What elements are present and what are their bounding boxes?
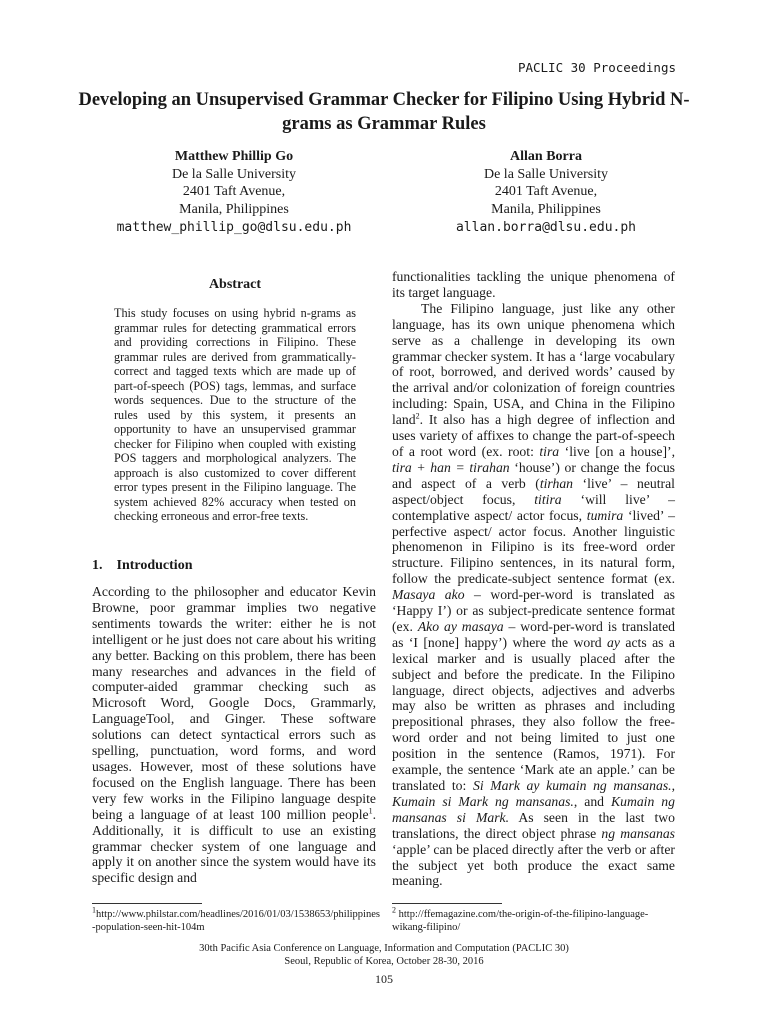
- filipino-term: Masaya ako: [392, 587, 465, 603]
- intro-text: According to the philosopher and educator Kevin Browne, poor grammar implies two negative sentiments towards the writer: either he is not intelligent or he just does not care about his writing any better. Backing on this problem, there has been many researches and advances in the field of computer-aided grammar checking such as Microsoft Word, Google Docs, Grammarly, LanguageTool, and Ginger. These software solutions can detect syntactical errors such as spelling, punctuation, word forms, and word usages. However, most of these solutions have focused on the English language. There has been very few works in the Filipino language despite being a language of at least 100 million people: [92, 584, 376, 822]
- introduction-heading: 1. Introduction: [92, 558, 193, 573]
- filipino-term: tira: [539, 443, 560, 459]
- filipino-term: ay: [607, 634, 620, 650]
- intro-text: . Additionally, it is difficult to use an existing grammar checker system of one language and apply it on another since the system would have its specific design and: [92, 806, 376, 886]
- paper-title: Developing an Unsupervised Grammar Checker for Filipino Using Hybrid N-grams as Grammar Rules: [78, 90, 690, 134]
- abstract-text: This study focuses on using hybrid n-grams as grammar rules for detecting grammatical errors and providing corrections in Filipino. These grammar rules are derived from grammatically-correct and tagged texts which are made up of part-of-speech (POS) tags, lemmas, and surface words sequences. Due to the structure of the rules used by this system, it presents an opportunity to have an unsupervised grammar checker for Filipino when coupled with existing POS taggers and morphological analyzers. The approach is also customized to cover different error types present in the Filipino language. The system achieved 82% accuracy when tested on checking erroneous and error-free texts.: [114, 306, 356, 523]
- filipino-example: Kumain si Mark ng mansanas.: [392, 793, 574, 809]
- author-affiliation: De la Salle University: [483, 166, 609, 182]
- text-run: ‘apple’ can be placed directly after the verb or after the subject yet both produce the exact same meaning.: [392, 841, 675, 889]
- text-run: . It also has a high degree of inflection and uses variety of affixes to change the part-of-speech of a root word (ex. root:: [392, 412, 675, 459]
- paragraph: functionalities tackling the unique phenomena of its target language.: [392, 269, 675, 300]
- text-run: – word-per-word is translated as ‘I [none] happy’) where the word: [392, 618, 675, 650]
- filipino-example: Si Mark ay kumain ng mansanas.: [472, 778, 672, 793]
- conference-footer: [0, 942, 768, 968]
- text-run: ,: [671, 778, 676, 793]
- footnote-mark: 1: [92, 905, 96, 915]
- author-email: matthew_phillip_go@dlsu.edu.ph: [116, 220, 352, 235]
- text-run: The Filipino language, just like any other language, has its own unique phenomena which serve as a challenge in developing its own grammar checker system. It has a ‘large vocabulary of root, borrowed, and derived words’ caused by the arrival and/or colonization of foreign countries including: Spain, USA, and China in the Filipino land: [392, 300, 675, 428]
- footnote-ref: 1: [368, 806, 373, 816]
- author-email: allan.borra@dlsu.edu.ph: [455, 220, 636, 235]
- text-run: ‘lived’ – perfective aspect/ actor focus. Another linguistic phenomenon in Filipino is its free-word order structure. Filipino sentences, in its natural form, follow the predicate-subject sentence format (ex.: [392, 507, 675, 587]
- filipino-term: Ako ay masaya: [417, 618, 504, 634]
- author-name: Allan Borra: [510, 149, 582, 164]
- text-run: ‘live [on a house]’,: [559, 443, 676, 459]
- paragraph: [392, 301, 675, 890]
- introduction-paragraph: [92, 584, 376, 886]
- filipino-term: titira: [534, 491, 562, 507]
- footnote-mark: 2: [392, 905, 396, 915]
- footnote-2: [392, 905, 682, 934]
- filipino-term: ng mansanas: [601, 825, 675, 841]
- author-address-line: Manila, Philippines: [179, 201, 289, 217]
- footnote-divider: [92, 903, 202, 904]
- proceedings-header: PACLIC 30 Proceedings: [517, 60, 676, 75]
- footnote-ref: 2: [415, 411, 420, 421]
- text-run: , and: [573, 793, 611, 809]
- conference-name: 30th Pacific Asia Conference on Language, Information and Computation (PACLIC 30): [199, 943, 569, 954]
- right-column-text: [392, 269, 675, 889]
- conference-location: Seoul, Republic of Korea, October 28-30, 2016: [284, 956, 484, 967]
- page-number: 105: [375, 972, 393, 986]
- author-address-line: Manila, Philippines: [491, 201, 601, 217]
- author-block-2: [396, 148, 696, 237]
- text-run: As seen in the last two translations, the direct object phrase: [392, 809, 675, 841]
- text-run: ‘house’) or change the focus and aspect of a verb (: [392, 459, 675, 491]
- text-run: ‘live’ – neutral aspect/object focus,: [392, 475, 675, 507]
- footnote-divider: [392, 903, 502, 904]
- text-run: acts as a lexical marker and is usually placed after the subject and before the predicate. In the Filipino language, direct objects, adjectives and adverbs may also be written as phrases and including prepositional phrases, they also follow the free-word order and not being limited to just one position in the sentence (Ramos, 1971). For example, the sentence ‘Mark ate an apple.’ can be translated to:: [392, 634, 675, 793]
- filipino-term: tumira: [586, 507, 624, 523]
- abstract-heading: Abstract: [208, 277, 262, 292]
- author-affiliation: De la Salle University: [171, 166, 297, 182]
- filipino-term: tira + han = tirahan: [392, 459, 510, 475]
- footnote-url: http://ffemagazine.com/the-origin-of-the-filipino-language-wikang-filipino/: [392, 909, 649, 933]
- author-address-line: 2401 Taft Avenue,: [182, 184, 286, 199]
- author-name: Matthew Phillip Go: [174, 149, 294, 164]
- author-address-line: 2401 Taft Avenue,: [494, 184, 598, 199]
- filipino-example: Kumain ng mansanas si Mark.: [392, 793, 675, 825]
- text-run: ‘will live’ – contemplative aspect/ actor focus,: [392, 491, 675, 523]
- footnote-url: http://www.philstar.com/headlines/2016/01/03/1538653/philippines-population-seen-hit-104m: [92, 909, 380, 933]
- author-block-1: [84, 148, 384, 237]
- text-run: – word-per-word is translated as ‘Happy I’) or as subject-predicate sentence format (ex.: [392, 587, 675, 634]
- filipino-term: tirhan: [539, 475, 574, 491]
- footnote-1: [92, 905, 382, 934]
